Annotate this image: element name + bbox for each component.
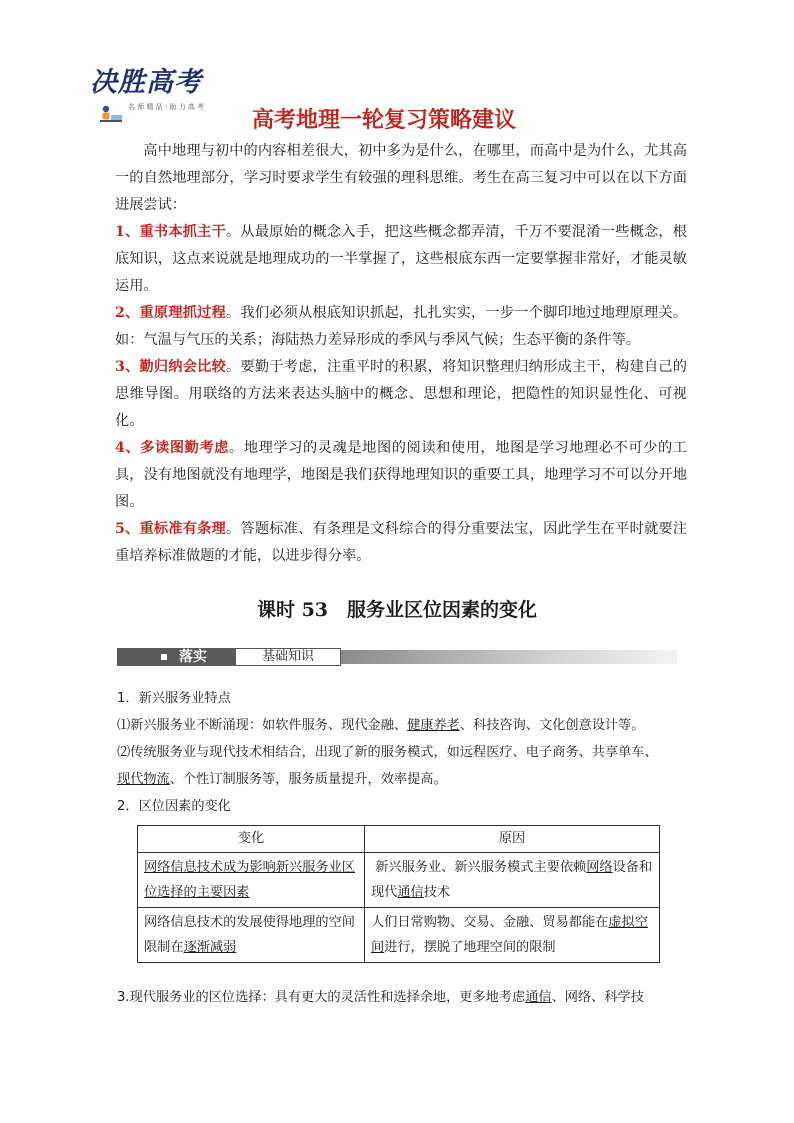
tip-heading: 4、多读图勤考虑: [115, 440, 230, 456]
text: 、网络、科学技: [551, 990, 644, 1005]
paragraph: [117, 988, 644, 1008]
logo-title: 决胜高考: [90, 67, 202, 98]
paragraph: [117, 743, 658, 763]
section-heading: 2．区位因素的变化: [117, 799, 231, 814]
table-cell: [365, 908, 660, 963]
banner-dark-block: [117, 648, 235, 666]
table-header-change: 变化: [138, 826, 365, 853]
tip-text: 。从最原始的概念入手，把这些概念都弄清，千万不要混淆一些概念，根底知识，这点来说就是地理成功的一半掌握了，这些根底东西一定要掌握非常好，才能灵敏运用。: [115, 224, 687, 294]
table-cell: [138, 908, 365, 963]
tip-item: [115, 219, 687, 300]
underlined-text: 通信: [525, 990, 552, 1005]
underlined-text: 通信: [397, 885, 424, 900]
text: 、个性订制服务等，服务质量提升，效率提高。: [169, 772, 447, 787]
table-row: [138, 908, 660, 963]
table-header-row: [138, 826, 660, 853]
text: 技术: [423, 885, 451, 900]
paragraph: [117, 716, 645, 736]
tip-text: 。我们必须从根底知识抓起，扎扎实实，一步一个脚印地过地理原理关。如：气温与气压的关系；海陆热力差异形成的季风与季风气候；生态平衡的条件等。: [115, 305, 687, 348]
text: 设备和现代: [371, 860, 653, 900]
underlined-text: 现代物流: [117, 772, 170, 787]
logo-subtitle: 名 师 精 品 · 助 力 高 考: [128, 103, 205, 111]
tip-heading: 2、重原理抓过程: [115, 305, 226, 321]
tip-heading: 1、重书本抓主干: [115, 224, 226, 240]
lesson-title: 课时 53 服务业区位因素的变化: [256, 599, 538, 621]
tip-text: 。答题标准、有条理是文科综合的得分重要法宝，因此学生在平时就要注重培养标准做题的才能，以进步得分率。: [115, 521, 687, 564]
tip-heading: 5、重标准有条理: [115, 521, 226, 537]
paragraph-continued: [117, 770, 447, 790]
tip-heading: 3、勤归纳会比较: [115, 359, 226, 375]
page-title: 高考地理一轮复习策略建议: [252, 108, 517, 133]
banner-box-label: 基础知识: [235, 648, 341, 666]
underlined-text: 网络信息技术成为影响新兴服务业区位选择的主要因素: [144, 860, 355, 900]
text: 人们日常购物、交易、金融、贸易都能在: [371, 915, 609, 930]
tip-text: 。要勤于考虑，注重平时的积累，将知识整理归纳形成主干，构建自己的思维导图。用联络的方法来表达头脑中的概念、思想和理论，把隐性的知识显性化、可视化。: [115, 359, 687, 429]
tip-item: [115, 516, 687, 570]
square-bullet-icon: [161, 654, 167, 660]
text: ⑵传统服务业与现代技术相结合，出现了新的服务模式，如远程医疗、电子商务、共享单车、: [117, 745, 658, 760]
section-banner: [117, 648, 677, 668]
underlined-text: 逐渐减弱: [183, 940, 237, 955]
factors-table: [137, 825, 660, 963]
tip-item: [115, 300, 687, 354]
section-heading: 1．新兴服务业特点: [117, 691, 231, 706]
underlined-text: 健康养老: [407, 718, 460, 733]
text: ⑴新兴服务业不断涌现：如软件服务、现代金融、: [117, 718, 408, 733]
underlined-text: 网络: [586, 860, 613, 875]
intro-paragraph: 高中地理与初中的内容相差很大，初中多为是什么，在哪里，而高中是为什么，尤其高一的自然地理部分，学习时要求学生有较强的理科思维。考生在高三复习中可以在以下方面进展尝试：: [115, 143, 687, 213]
table-cell: [365, 853, 660, 908]
table-cell: [138, 853, 365, 908]
text: 新兴服务业、新兴服务模式主要依赖: [375, 860, 587, 875]
tip-item: [115, 354, 687, 435]
underlined-text: 虚拟空间: [371, 915, 648, 955]
text: 、科技咨询、文化创意设计等。: [459, 718, 645, 733]
text: 3.现代服务业的区位选择：具有更大的灵活性和选择余地，更多地考虑: [117, 990, 526, 1005]
table-header-reason: 原因: [365, 826, 660, 853]
text: 网络信息技术的发展使得地理的空间限制在: [144, 915, 355, 955]
table-row: [138, 853, 660, 908]
banner-label: 落实: [179, 649, 207, 665]
tip-item: [115, 435, 687, 516]
tip-text: 。地理学习的灵魂是地图的阅读和使用，地图是学习地理必不可少的工具，没有地图就没有地理学，地图是我们获得地理知识的重要工具，地理学习不可以分开地图。: [115, 440, 687, 510]
student-figure-icon: [98, 104, 124, 124]
logo: [88, 60, 213, 130]
text: 进行，摆脱了地理空间的限制: [384, 940, 556, 955]
